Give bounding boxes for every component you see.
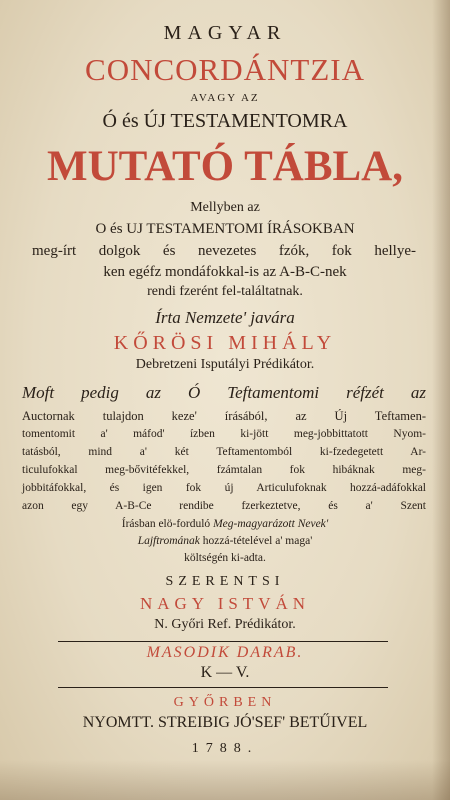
title-magyar: MAGYAR [163,22,287,44]
title-testamentomra: Ó és ÚJ TESTAMENTOMRA [102,110,348,132]
body-line-3: tomentomit a' máfod' ízben ki-jött meg-jobbittatott Nyom- [22,428,426,440]
body-line-9 [0,535,450,547]
body-line-8 [0,518,450,530]
publisher-name: NAGY ISTVÁN [139,594,311,613]
page-bottom-shadow [0,760,450,800]
body-line-9b: hozzá-tételével a' maga' [202,535,313,547]
body-line-9a: Lajftromának [137,535,200,547]
body-line-8b: Meg-magyarázott Nevek' [213,518,329,530]
publisher-intro: SZERENTSI [165,574,285,589]
body-line-8a: Írásban elö-forduló [121,518,211,530]
author-title: Debretzeni Isputályi Prédikátor. [135,357,315,372]
title-avagy-az: AVAGY AZ [190,92,260,104]
title-concordantzia: CONCORDÁNTZIA [85,52,365,87]
title-mutato-tabla: MUTATÓ TÁBLA, [47,143,403,190]
subtitle-line-3: rendi fzerént fel-találtatnak. [147,284,303,299]
body-line-1: Moft pedig az Ó Teftamentomi réfzét az [22,383,426,402]
page-edge-shadow [432,0,450,800]
volume-label: MASODIK DARAB. [146,644,304,661]
body-line-5: ticulufokkal meg-bővitéfekkel, fzámtalan fok hibáknak meg- [22,464,426,476]
subtitle-irasokban: O és UJ TESTAMENTOMI ÍRÁSOKBAN [95,221,355,237]
rule-bottom [58,687,388,688]
publisher-title: N. Győri Ref. Prédikátor. [154,617,296,632]
body-line-6: jobbitáfokkal, és igen fok új Articulufoknak hozzá-adáfokkal [22,482,426,494]
imprint-printer: NYOMTT. STREIBIG JÓ'SEF' BETŰIVEL [82,714,368,731]
rule-top [58,641,388,642]
imprint-year: 1788. [191,741,259,756]
body-line-4: tatásból, mind a' két Teftamentomból ki-fzedegetett Ar- [22,446,426,458]
subtitle-line-1: meg-írt dolgok és nevezetes fzók, fok hellye- [32,243,416,259]
body-line-2: Auctornak tulajdon keze' írásából, az Új Teftamen- [22,409,426,423]
subtitle-line-2: ken egéfz mondáfokkal-is az A-B-C-nek [103,264,347,280]
author-intro: Írta Nemzete' javára [155,308,295,327]
subtitle-mellyben: Mellyben az [190,200,260,215]
body-line-7: azon egy A-B-Ce rendibe fzerkeztetve, és a' Szent [22,500,426,512]
body-line-10: költségén ki-adta. [184,552,266,564]
author-name: KŐRÖSI MIHÁLY [113,332,337,354]
volume-range: K — V. [200,664,250,681]
imprint-place: GYŐRBEN [173,695,277,710]
